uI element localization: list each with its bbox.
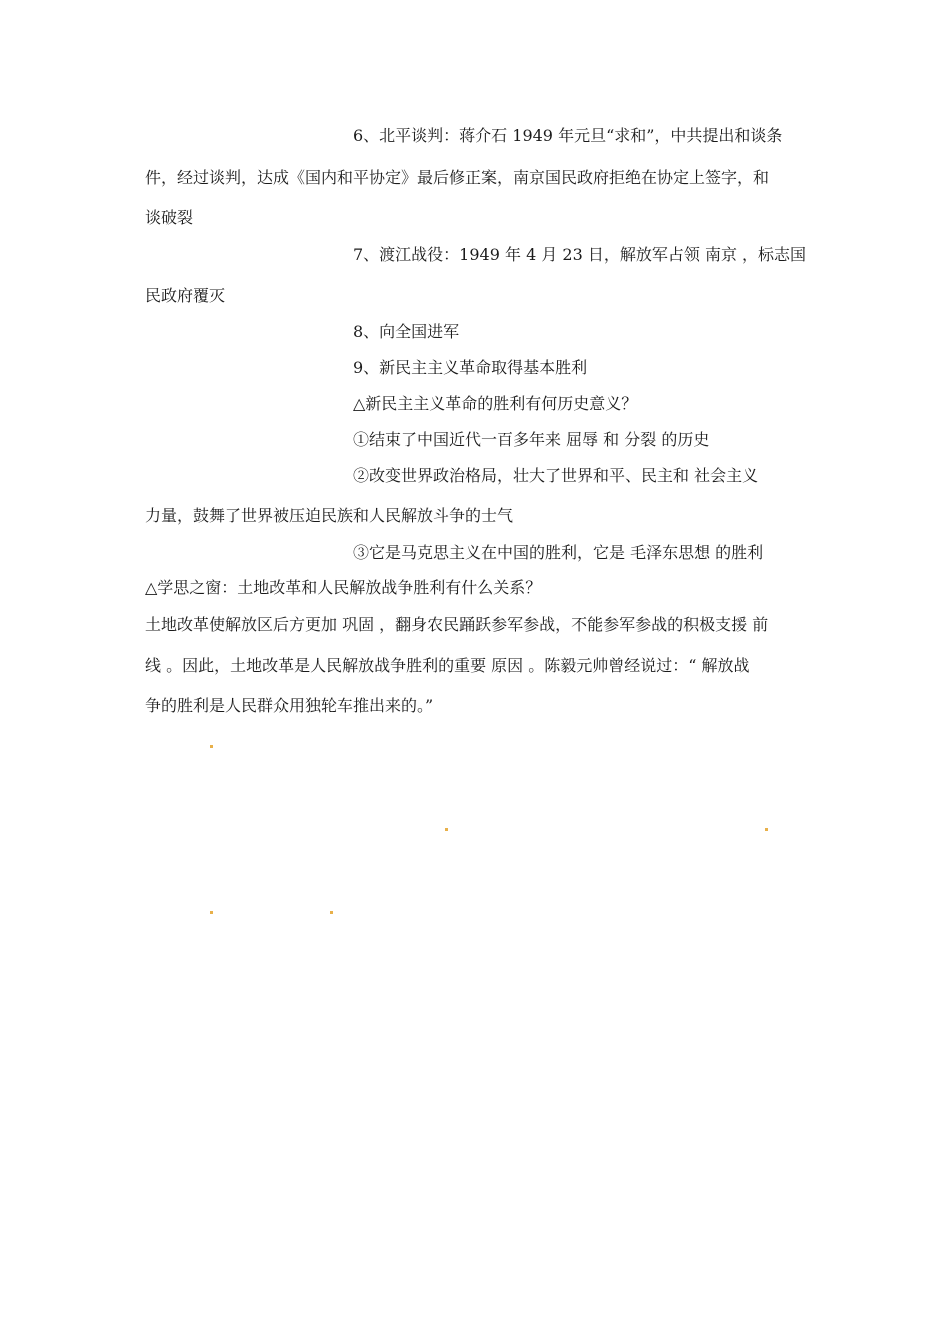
significance-point-2-cont: 力量，鼓舞了世界被压迫民族和人民解放斗争的士气 [145, 506, 514, 525]
significance-point-2: ②改变世界政治格局，壮大了世界和平、民主和 社会主义 [353, 466, 759, 485]
study-window-answer-line-3: 争的胜利是人民群众用独轮车推出来的。” [145, 696, 434, 715]
question-historical-significance: △新民主主义革命的胜利有何历史意义？ [353, 394, 638, 413]
study-window-answer-line-1: 土地改革使解放区后方更加 巩固 ，翻身农民踊跃参军参战，不能参军参战的积极支援 前 [145, 615, 769, 634]
paragraph-peiping-negotiation-cont2: 谈破裂 [145, 208, 194, 227]
paragraph-peiping-negotiation-cont1: 件，经过谈判，达成《国内和平协定》最后修正案，南京国民政府拒绝在协定上签字，和 [145, 168, 770, 187]
paragraph-peiping-negotiation: 6、北平谈判：蒋介石 1949 年元旦“求和”，中共提出和谈条 [353, 126, 783, 145]
study-window-answer-line-2: 线 。因此，土地改革是人民解放战争胜利的重要 原因 。陈毅元帅曾经说过：“ 解放战 [145, 656, 750, 675]
marker-dot [765, 828, 768, 831]
paragraph-revolution-victory: 9、新民主主义革命取得基本胜利 [353, 358, 588, 377]
paragraph-yangtze-crossing-cont: 民政府覆灭 [145, 286, 226, 305]
significance-point-3: ③它是马克思主义在中国的胜利，它是 毛泽东思想 的胜利 [353, 543, 764, 562]
marker-dot [210, 911, 213, 914]
paragraph-yangtze-crossing: 7、渡江战役：1949 年 4 月 23 日，解放军占领 南京 ，标志国 [353, 245, 807, 264]
marker-dot [210, 745, 213, 748]
paragraph-march-nationwide: 8、向全国进军 [353, 322, 460, 341]
marker-dot [330, 911, 333, 914]
study-window-question: △学思之窗：土地改革和人民解放战争胜利有什么关系？ [145, 578, 542, 597]
significance-point-1: ①结束了中国近代一百多年来 屈辱 和 分裂 的历史 [353, 430, 710, 449]
marker-dot [445, 828, 448, 831]
